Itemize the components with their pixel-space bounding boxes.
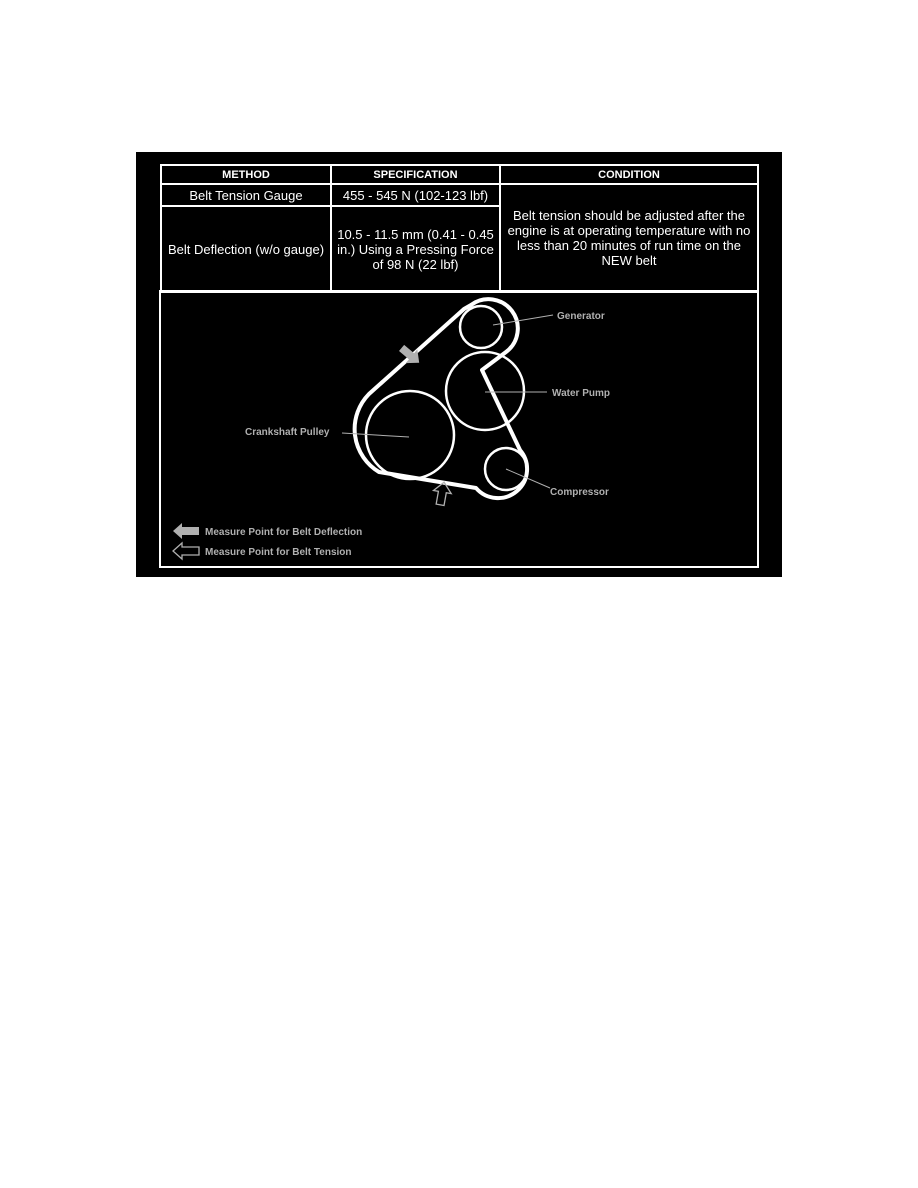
row-tension-method: Belt Tension Gauge (161, 184, 331, 206)
water-pump-pulley (446, 352, 524, 430)
legend-tension-arrow-icon (173, 543, 199, 559)
header-specification: SPECIFICATION (331, 165, 500, 184)
header-condition: CONDITION (500, 165, 758, 184)
header-method: METHOD (161, 165, 331, 184)
legend-deflection-arrow-icon (173, 523, 199, 539)
crankshaft-leader (342, 433, 409, 437)
belt-routing-diagram (159, 290, 759, 568)
legend-deflection-label: Measure Point for Belt Deflection (205, 527, 363, 538)
condition-cell: Belt tension should be adjusted after the engine is at operating temperature with no less than 20 minutes of run time on the NEW belt (500, 184, 758, 292)
row-deflection-method: Belt Deflection (w/o gauge) (161, 206, 331, 292)
generator-pulley (460, 306, 502, 348)
water-pump-label: Water Pump (552, 388, 610, 399)
belt-spec-figure (136, 152, 782, 577)
belt-spec-table (160, 164, 759, 293)
row-tension-spec: 455 - 545 N (102-123 lbf) (331, 184, 500, 206)
legend-tension-label: Measure Point for Belt Tension (205, 547, 352, 558)
belt-diagram-svg (161, 292, 757, 566)
crankshaft-label: Crankshaft Pulley (245, 427, 330, 438)
row-deflection-spec: 10.5 - 11.5 mm (0.41 - 0.45 in.) Using a Pressing Force of 98 N (22 lbf) (331, 206, 500, 292)
compressor-label: Compressor (550, 487, 609, 498)
generator-label: Generator (557, 311, 605, 322)
